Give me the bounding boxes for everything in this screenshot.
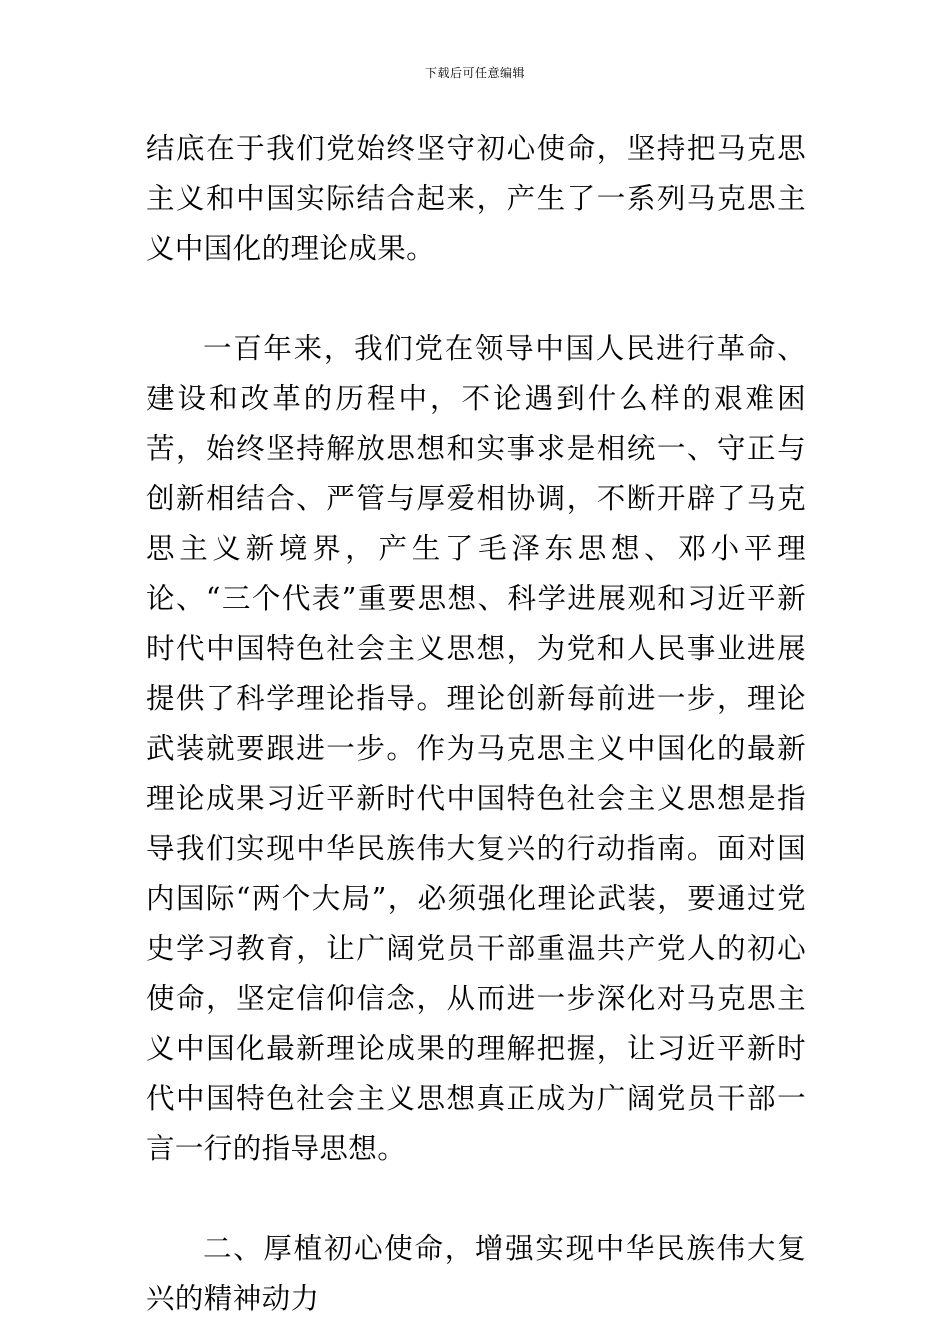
paragraph-continuation: 结底在于我们党始终坚守初心使命，坚持把马克思主义和中国实际结合起来，产生了一系列马克思主义中国化的理论成果。	[146, 132, 806, 265]
paragraph-main: 一百年来，我们党在领导中国人民进行革命、建设和改革的历程中，不论遇到什么样的艰难困苦，始终坚持解放思想和实事求是相统一、守正与创新相结合、严管与厚爱相协调，不断开辟了马克思主义新境界，产生了毛泽东思想、邓小平理论、“三个代表”重要思想、科学进展观和习近平新时代中国特色社会主义思想，为党和人民事业进展提供了科学理论指导。理论创新每前进一步，理论武装就要跟进一步。作为马克思主义中国化的最新理论成果习近平新时代中国特色社会主义思想是指导我们实现中华民族伟大复兴的行动指南。面对国内国际“两个大局”，必须强化理论武装，要通过党史学习教育，让广阔党员干部重温共产党人的初心使命，坚定信仰信念，从而进一步深化对马克思主义中国化最新理论成果的理解把握，让习近平新时代中国特色社会主义思想真正成为广阔党员干部一言一行的指导思想。	[146, 332, 806, 1165]
section-heading: 二、厚植初心使命，增强实现中华民族伟大复兴的精神动力	[146, 1232, 806, 1315]
paragraph-gap	[146, 1174, 806, 1224]
paragraph-gap	[146, 274, 806, 324]
page-header-note: 下载后可任意编辑	[424, 66, 525, 80]
document-body	[146, 124, 806, 1324]
